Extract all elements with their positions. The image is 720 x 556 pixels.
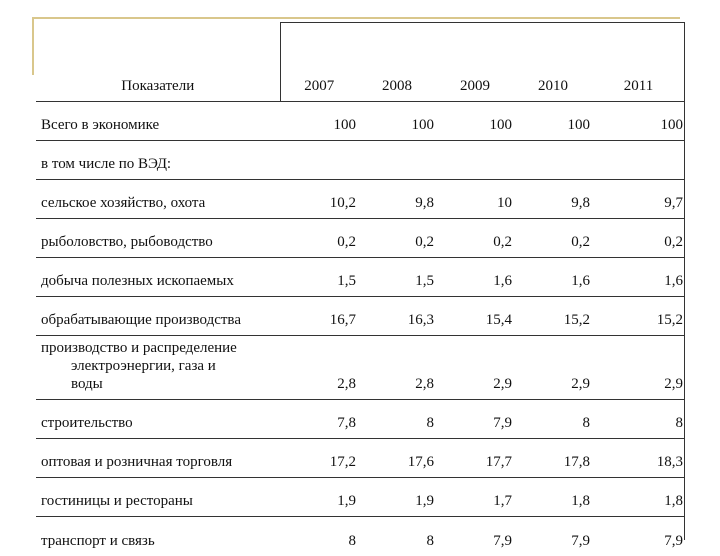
cell-value: 9,8 — [358, 180, 436, 219]
cell-value: 0,2 — [514, 219, 592, 258]
economy-structure-table — [36, 22, 685, 556]
row-label-total: Всего в экономике — [36, 102, 280, 141]
header-year-2010: 2010 — [514, 23, 592, 102]
cell-value: 18,3 — [592, 439, 685, 478]
cell-value: 0,2 — [592, 219, 685, 258]
row-label: сельское хозяйство, охота — [36, 180, 280, 219]
cell-value: 1,6 — [592, 258, 685, 297]
row-label: транспорт и связь — [36, 517, 280, 556]
table-row — [36, 180, 685, 219]
row-label: гостиницы и рестораны — [36, 478, 280, 517]
table-row — [36, 258, 685, 297]
cell-value: 15,2 — [592, 297, 685, 336]
decorative-left-line — [32, 17, 34, 75]
cell-value: 1,6 — [514, 258, 592, 297]
cell-value: 16,3 — [358, 297, 436, 336]
row-label-line: производство и распределение — [41, 340, 237, 356]
table-right-border — [684, 22, 685, 540]
row-label-multiline — [36, 336, 280, 400]
cell-value: 1,8 — [514, 478, 592, 517]
decorative-top-line — [32, 17, 680, 19]
header-year-2008: 2008 — [358, 23, 436, 102]
cell-value: 17,7 — [436, 439, 514, 478]
cell-value: 8 — [358, 400, 436, 439]
table-row — [36, 517, 685, 556]
cell-value: 1,8 — [592, 478, 685, 517]
row-label: оптовая и розничная торговля — [36, 439, 280, 478]
cell-value: 1,9 — [280, 478, 358, 517]
cell-value: 17,6 — [358, 439, 436, 478]
cell-value: 16,7 — [280, 297, 358, 336]
row-label: обрабатывающие производства — [36, 297, 280, 336]
cell-value: 15,4 — [436, 297, 514, 336]
cell-value: 100 — [592, 102, 685, 141]
row-label-line: воды — [71, 376, 103, 392]
cell-value: 8 — [358, 517, 436, 556]
cell-value: 17,8 — [514, 439, 592, 478]
row-label-section: в том числе по ВЭД: — [36, 141, 280, 180]
cell-value: 9,7 — [592, 180, 685, 219]
cell-value: 10 — [436, 180, 514, 219]
cell-value: 1,9 — [358, 478, 436, 517]
cell-value: 8 — [280, 517, 358, 556]
header-indicators: Показатели — [36, 23, 280, 102]
cell-value: 0,2 — [280, 219, 358, 258]
header-year-2009: 2009 — [436, 23, 514, 102]
cell-value: 8 — [592, 400, 685, 439]
cell-value: 2,8 — [280, 336, 358, 400]
cell-value: 2,8 — [358, 336, 436, 400]
table-row — [36, 102, 685, 141]
table-row — [36, 141, 685, 180]
cell-value: 7,9 — [436, 400, 514, 439]
cell-value: 7,9 — [592, 517, 685, 556]
table-row — [36, 478, 685, 517]
cell-value: 1,5 — [280, 258, 358, 297]
cell-value: 0,2 — [358, 219, 436, 258]
cell-value: 2,9 — [436, 336, 514, 400]
cell-value: 1,7 — [436, 478, 514, 517]
cell-value: 100 — [280, 102, 358, 141]
table-row — [36, 336, 685, 400]
table-row — [36, 219, 685, 258]
table-row — [36, 297, 685, 336]
cell-value: 15,2 — [514, 297, 592, 336]
row-label: строительство — [36, 400, 280, 439]
cell-value: 1,5 — [358, 258, 436, 297]
row-label: добыча полезных ископаемых — [36, 258, 280, 297]
header-year-2011: 2011 — [592, 23, 685, 102]
header-year-2007: 2007 — [280, 23, 358, 102]
cell-value: 8 — [514, 400, 592, 439]
cell-value: 7,9 — [436, 517, 514, 556]
cell-value: 9,8 — [514, 180, 592, 219]
row-label-line: электроэнергии, газа и — [71, 358, 216, 374]
cell-value: 17,2 — [280, 439, 358, 478]
row-label: рыболовство, рыбоводство — [36, 219, 280, 258]
cell-value: 2,9 — [514, 336, 592, 400]
cell-value: 100 — [358, 102, 436, 141]
table-row — [36, 400, 685, 439]
cell-value: 100 — [514, 102, 592, 141]
table-row — [36, 439, 685, 478]
cell-value: 10,2 — [280, 180, 358, 219]
cell-value: 2,9 — [592, 336, 685, 400]
cell-value: 1,6 — [436, 258, 514, 297]
cell-value: 100 — [436, 102, 514, 141]
cell-value: 7,9 — [514, 517, 592, 556]
cell-value: 0,2 — [436, 219, 514, 258]
cell-value: 7,8 — [280, 400, 358, 439]
table-header-row — [36, 23, 685, 102]
